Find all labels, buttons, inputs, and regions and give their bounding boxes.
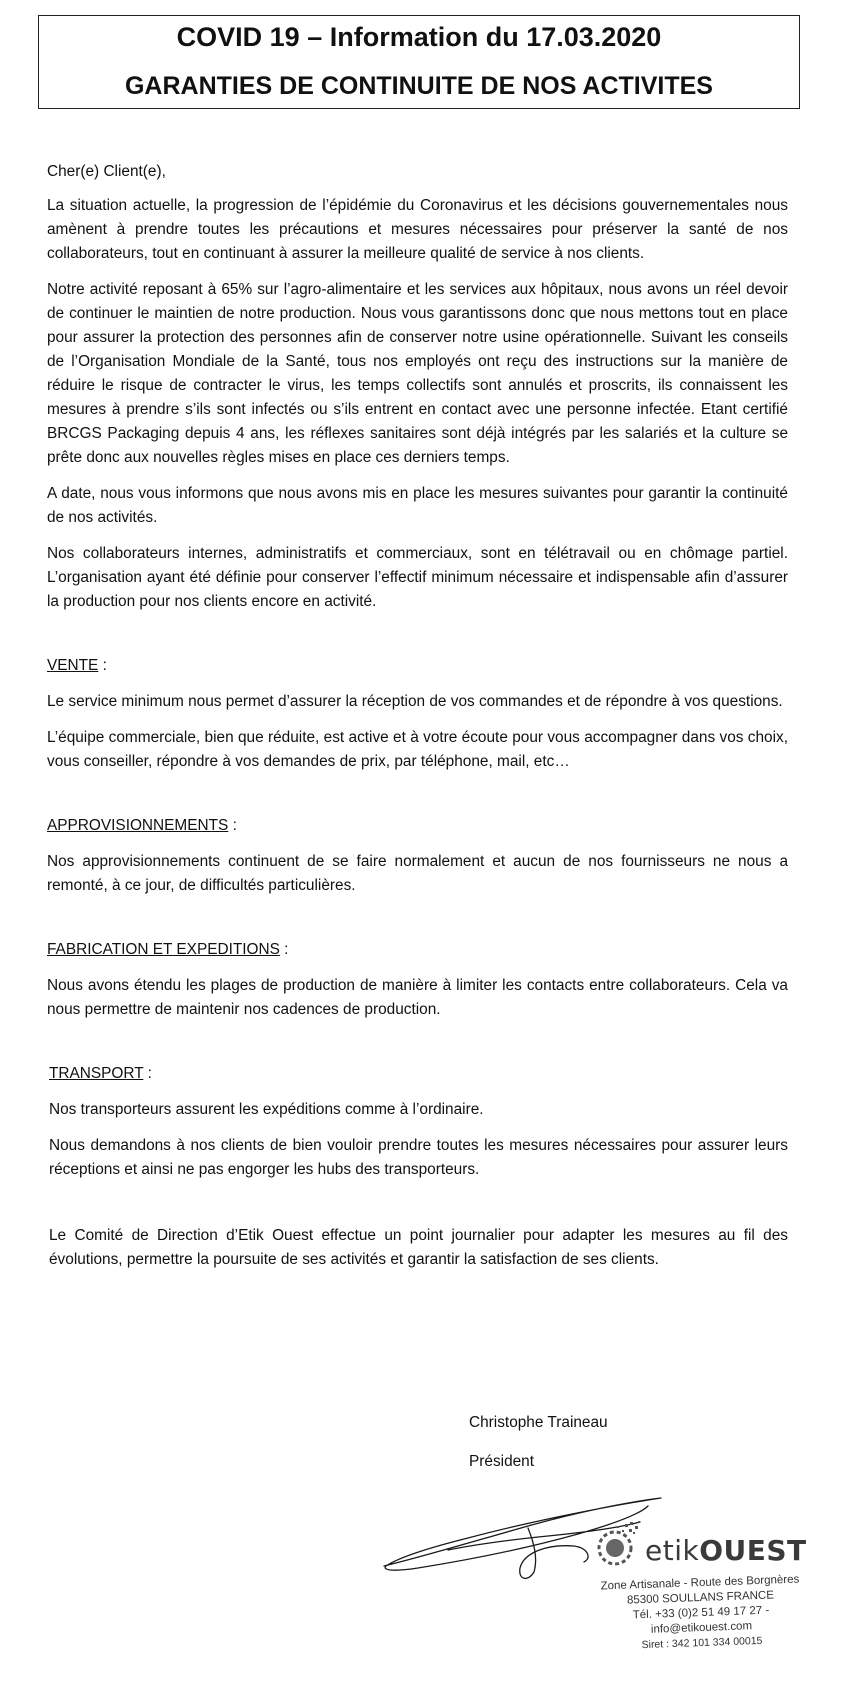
section-paragraph: Nos approvisionnements continuent de se faire normalement et aucun de nos fournisseurs ne nous a remonté, à ce jour, de difficultés particulières. [47,853,788,894]
page-title: COVID 19 – Information du 17.03.2020 [176,22,662,52]
section-paragraph: Nos transporteurs assurent les expéditions comme à l’ordinaire. [49,1101,484,1118]
section-heading-vente: VENTE : [47,657,107,674]
closing-paragraph: Le Comité de Direction d’Etik Ouest effectue un point journalier pour adapter les mesures au fil des évolutions, permettre la poursuite de ses activités et garantir la satisfaction de ses clients. [49,1227,788,1268]
section-paragraph: Nous avons étendu les plages de production de manière à limiter les contacts entre collaborateurs. Cela va nous permettre de maintenir nos cadences de production. [47,977,788,1018]
page-subtitle: GARANTIES DE CONTINUITE DE NOS ACTIVITES [124,72,713,100]
letter-body [47,160,788,1284]
intro-paragraph: La situation actuelle, la progression de l’épidémie du Coronavirus et les décisions gouvernementales nous amènent à prendre toutes les précautions et mesures nécessaires pour préserver la santé de nos collaborateurs, tout en continuant à assurer la meilleure qualité de service à nos clients. [47,197,788,262]
company-stamp [585,1520,815,1650]
intro-paragraph: Nos collaborateurs internes, administratifs et commerciaux, sont en télétravail ou en chômage partiel. L’organisation ayant été définie pour conserver l’effectif minimum nécessaire et indispensable afin d’assurer la production pour nos clients encore en activité. [47,545,788,610]
intro-paragraph: A date, nous vous informons que nous avons mis en place les mesures suivantes pour garantir la continuité de nos activités. [47,485,788,526]
section-paragraph: Le service minimum nous permet d’assurer la réception de vos commandes et de répondre à vos questions. [47,693,783,710]
greeting: Cher(e) Client(e), [47,163,166,180]
title-box [38,15,800,109]
section-heading-transport: TRANSPORT : [49,1065,152,1082]
signatory-title: Président [469,1453,535,1470]
section-heading-fabrication: FABRICATION ET EXPEDITIONS : [47,941,289,958]
intro-paragraph: Notre activité reposant à 65% sur l’agro-alimentaire et les services aux hôpitaux, nous avons un réel devoir de continuer le maintien de notre production. Nous vous garantissons donc que nous mettons tout en place pour assurer la protection des personnes afin de conserver notre usine opérationnelle. Suivant les conseils de l’Organisation Mondiale de la Santé, tous nos employés ont reçu des instructions sur la manière de réduire le risque de contracter le virus, les temps collectifs sont annulés et proscrits, ils connaissent les mesures à prendre s’ils sont infectés ou s’ils entrent en contact avec une personne infectée. Etant certifié BRCGS Packaging depuis 4 ans, les réflexes sanitaires sont déjà intégrés par les salariés et la culture se prête donc aux nouvelles règles mises en place ces derniers temps. [47,281,788,466]
stamp-address: Zone Artisanale - Route des Borgnères 85300 SOULLANS FRANCE Tél. +33 (0)2 51 49 17 27 - info@etikouest.com Siret : 342 101 334 00015 [600,1573,800,1652]
section-heading-approvisionnements: APPROVISIONNEMENTS : [47,817,237,834]
section-paragraph: L’équipe commerciale, bien que réduite, est active et à votre écoute pour vous accompagner dans vos choix, vous conseiller, répondre à vos demandes de prix, par téléphone, mail, etc… [47,729,788,770]
stamp-brand: etikOUEST [645,1534,807,1567]
section-paragraph: Nous demandons à nos clients de bien vouloir prendre toutes les mesures nécessaires pour assurer leurs réceptions et ainsi ne pas engorger les hubs des transporteurs. [49,1137,788,1178]
signatory-name: Christophe Traineau [469,1414,608,1431]
